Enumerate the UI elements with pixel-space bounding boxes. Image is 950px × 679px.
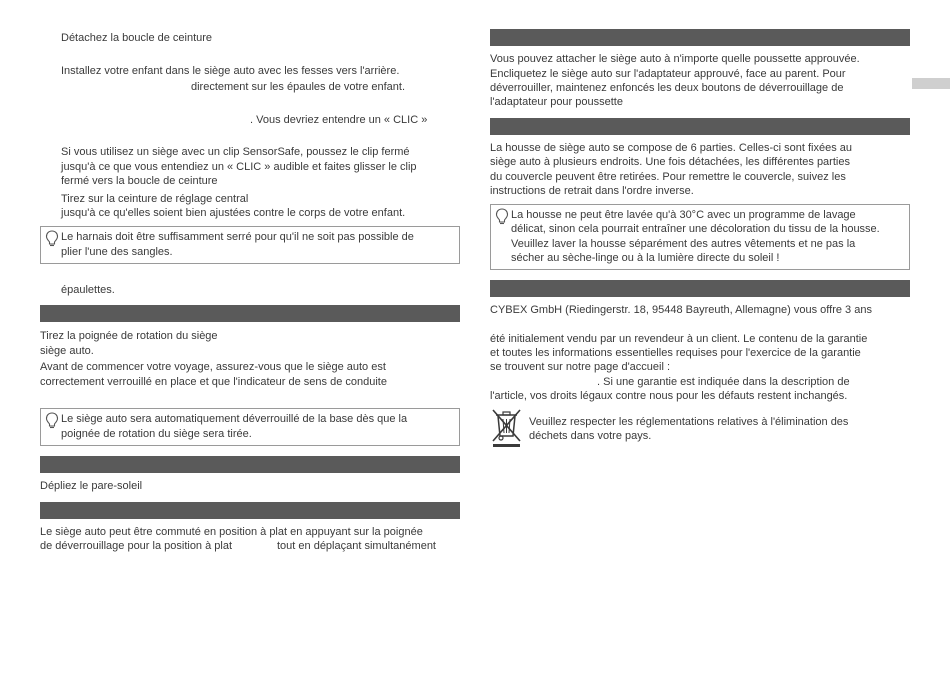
warranty-line-3: et toutes les informations essentielles requises pour l'exercice de la garantie bbox=[490, 347, 861, 359]
sensorsafe-line-2: jusqu'à ce que vous entendiez un « CLIC » audible et faites glisser le clip bbox=[61, 161, 417, 173]
rotation-line-4: correctement verrouillé en place et que l'indicateur de sens de conduite bbox=[40, 376, 387, 388]
stroller-line-2: Encliquetez le siège auto sur l'adaptateur approuvé, face au parent. Pour bbox=[490, 68, 846, 80]
section-header-bar-rotation bbox=[40, 305, 460, 322]
flat-line-1: Le siège auto peut être commuté en position à plat en appuyant sur la poignée bbox=[40, 526, 423, 538]
section-header-bar-cover bbox=[490, 118, 910, 135]
note-washing-line-1: La housse ne peut être lavée qu'à 30°C avec un programme de lavage bbox=[511, 209, 856, 221]
note-washing-line-4: sécher au sèche-linge ou à la lumière directe du soleil ! bbox=[511, 252, 780, 264]
stroller-line-4: l'adaptateur pour poussette bbox=[490, 96, 623, 108]
crossed-bin-icon bbox=[490, 406, 523, 448]
note-washing-line-3: Veuillez laver la housse séparément des autres vêtements et ne pas la bbox=[511, 238, 856, 250]
note-washing bbox=[490, 204, 910, 270]
note-auto-unlock-line-1: Le siège auto sera automatiquement déverrouillé de la base dès que la bbox=[61, 413, 408, 425]
disposal-line-1: Veuillez respecter les réglementations relatives à l'élimination des bbox=[529, 416, 849, 428]
step-place-child: Installez votre enfant dans le siège auto avec les fesses vers l'arrière. bbox=[61, 65, 400, 77]
step-unbuckle: Détachez la boucle de ceinture bbox=[61, 32, 213, 44]
section-header-bar-stroller bbox=[490, 29, 910, 46]
disposal-line-2: déchets dans votre pays. bbox=[529, 430, 652, 442]
cover-line-4: instructions de retrait dans l'ordre inverse. bbox=[490, 185, 694, 197]
note-auto-unlock-line-2: poignée de rotation du siège sera tirée. bbox=[61, 428, 252, 440]
note-harness bbox=[40, 226, 460, 264]
step-click: . Vous devriez entendre un « CLIC » bbox=[250, 114, 428, 126]
cover-line-1: La housse de siège auto se compose de 6 parties. Celles-ci sont fixées au bbox=[490, 142, 852, 154]
warranty-line-5: . Si une garantie est indiquée dans la description de bbox=[597, 376, 850, 388]
page-edge-tab bbox=[912, 78, 950, 89]
stroller-line-3: déverrouiller, maintenez enfoncés les deux boutons de déverrouillage de bbox=[490, 82, 844, 94]
warranty-line-2: été initialement vendu par un revendeur à un client. Le contenu de la garantie bbox=[490, 333, 868, 345]
warranty-line-1: CYBEX GmbH (Riedingerstr. 18, 95448 Bayreuth, Allemagne) vous offre 3 ans bbox=[490, 304, 872, 316]
warranty-line-6: l'article, vos droits légaux contre nous pour les défauts restent inchangés. bbox=[490, 390, 848, 402]
sensorsafe-line-3: fermé vers la boucle de ceinture bbox=[61, 175, 218, 187]
shoulder-pads-text: épaulettes. bbox=[61, 284, 115, 296]
note-washing-line-2: délicat, sinon cela pourrait entraîner une décoloration du tissu de la housse. bbox=[511, 223, 880, 235]
stroller-line-1: Vous pouvez attacher le siège auto à n'importe quelle poussette approuvée. bbox=[490, 53, 860, 65]
warranty-line-4: se trouvent sur notre page d'accueil : bbox=[490, 361, 671, 373]
cover-line-2: siège auto à plusieurs endroits. Une fois détachées, les différentes parties bbox=[490, 156, 850, 168]
step-tighten-2: jusqu'à ce qu'elles soient bien ajustées contre le corps de votre enfant. bbox=[61, 207, 406, 219]
note-harness-line-1: Le harnais doit être suffisamment serré pour qu'il ne soit pas possible de bbox=[61, 231, 414, 243]
lightbulb-icon bbox=[45, 230, 59, 248]
cover-line-3: du couvercle peuvent être retirées. Pour remettre le couvercle, suivez les bbox=[490, 171, 846, 183]
sunshade-text: Dépliez le pare-soleil bbox=[40, 480, 143, 492]
lightbulb-icon bbox=[45, 412, 59, 430]
note-harness-line-2: plier l'une des sangles. bbox=[61, 246, 173, 258]
section-header-bar-warranty bbox=[490, 280, 910, 297]
section-header-bar-sunshade bbox=[40, 456, 460, 473]
sensorsafe-line-1: Si vous utilisez un siège avec un clip SensorSafe, poussez le clip fermé bbox=[61, 146, 410, 158]
section-header-bar-flat bbox=[40, 502, 460, 519]
rotation-line-3: Avant de commencer votre voyage, assurez-vous que le siège auto est bbox=[40, 361, 386, 373]
flat-line-2a: de déverrouillage pour la position à plat bbox=[40, 540, 233, 552]
step-tighten: Tirez sur la ceinture de réglage central bbox=[61, 193, 249, 205]
note-auto-unlock bbox=[40, 408, 460, 446]
step-shoulders: directement sur les épaules de votre enfant. bbox=[191, 81, 406, 93]
rotation-line-2: siège auto. bbox=[40, 345, 94, 357]
flat-line-2b: tout en déplaçant simultanément bbox=[277, 540, 436, 552]
lightbulb-icon bbox=[495, 208, 509, 226]
rotation-line-1: Tirez la poignée de rotation du siège bbox=[40, 330, 218, 342]
